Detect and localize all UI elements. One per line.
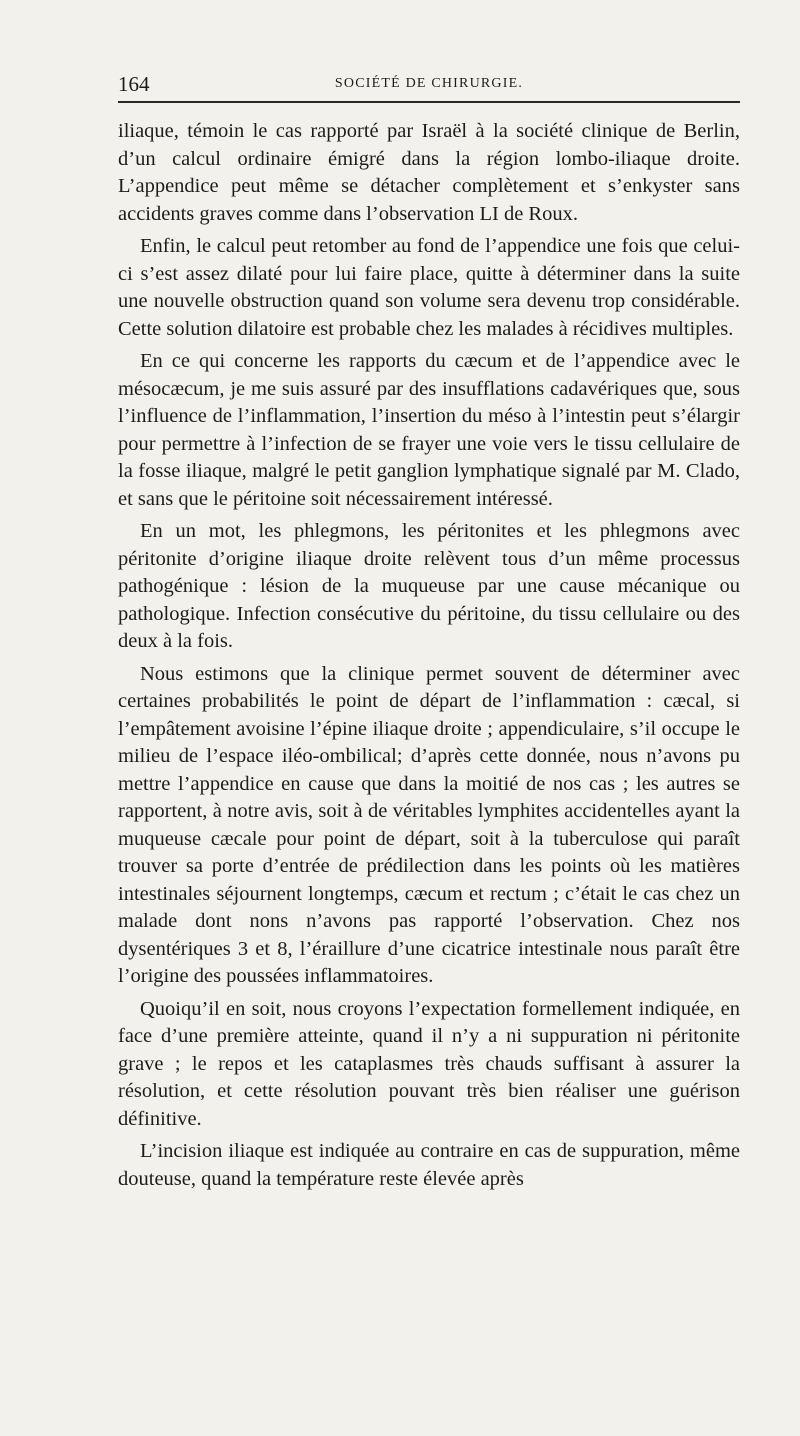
- running-title: SOCIÉTÉ DE CHIRURGIE.: [334, 76, 524, 91]
- page-header: [118, 72, 740, 98]
- paragraph: iliaque, témoin le cas rapporté par Israël à la société clinique de Berlin, d’un calcul ordinaire émigré dans la région lombo-iliaque droite. L’appendice peut même se détacher complètement et s’enkyster sans accidents graves comme dans l’observation LI de Roux.: [118, 120, 740, 225]
- paragraph: En un mot, les phlegmons, les péritonites et les phlegmons avec péritonite d’origine iliaque droite relèvent tous d’un même processus pathogénique : lésion de la muqueuse par une cause mécanique ou pathologique. Infection consécutive du péritoine, du tissu cellulaire ou des deux à la fois.: [118, 520, 740, 652]
- paragraph: En ce qui concerne les rapports du cæcum et de l’appendice avec le mésocæcum, je me suis assuré par des insufflations cadavériques que, sous l’influence de l’inflammation, l’insertion du méso à l’intestin peut s’élargir pour permettre à l’infection de se frayer une voie vers le tissu cellulaire de la fosse iliaque, malgré le petit ganglion lymphatique signalé par M. Clado, et sans que le péritoine soit nécessairement intéressé.: [118, 350, 740, 510]
- paragraph: Nous estimons que la clinique permet souvent de déterminer avec certaines probabilités le point de départ de l’inflammation : cæcal, si l’empâtement avoisine l’épine iliaque droite ; appendiculaire, s’il occupe le milieu de l’espace iléo-ombilical; d’après cette donnée, nous n’avons pu mettre l’appendice en cause que dans la moitié de nos cas ; les autres se rapportent, à notre avis, soit à de véritables lymphites accidentelles ayant la muqueuse cæcale pour point de départ, soit à la tuberculose qui paraît trouver sa porte d’entrée de prédilection dans les points où les matières intestinales séjournent longtemps, cæcum et rectum ; c’était le cas chez un malade dont nons n’avons pas rapporté l’observation. Chez nos dysentériques 3 et 8, l’éraillure d’une cicatrice intestinale nous paraît être l’origine des poussées inflammatoires.: [118, 662, 740, 987]
- page-number: 164: [118, 72, 150, 96]
- paragraph: L’incision iliaque est indiquée au contraire en cas de suppuration, même douteuse, quand la température reste élevée après: [118, 1140, 740, 1190]
- paragraph: Enfin, le calcul peut retomber au fond de l’appendice une fois que celui-ci s’est assez dilaté pour lui faire place, quitte à déterminer dans la suite une nouvelle obstruction quand son volume sera devenu trop considérable. Cette solution dilatoire est probable chez les malades à récidives multiples.: [118, 235, 740, 340]
- header-rule: [118, 101, 740, 103]
- body-text: [118, 118, 740, 1193]
- paragraph: Quoiqu’il en soit, nous croyons l’expectation formellement indiquée, en face d’une première atteinte, quand il n’y a ni suppuration ni péritonite grave ; le repos et les cataplasmes très chauds suffisant à assurer la résolution, et cette résolution pouvant très bien réaliser une guérison définitive.: [118, 997, 740, 1130]
